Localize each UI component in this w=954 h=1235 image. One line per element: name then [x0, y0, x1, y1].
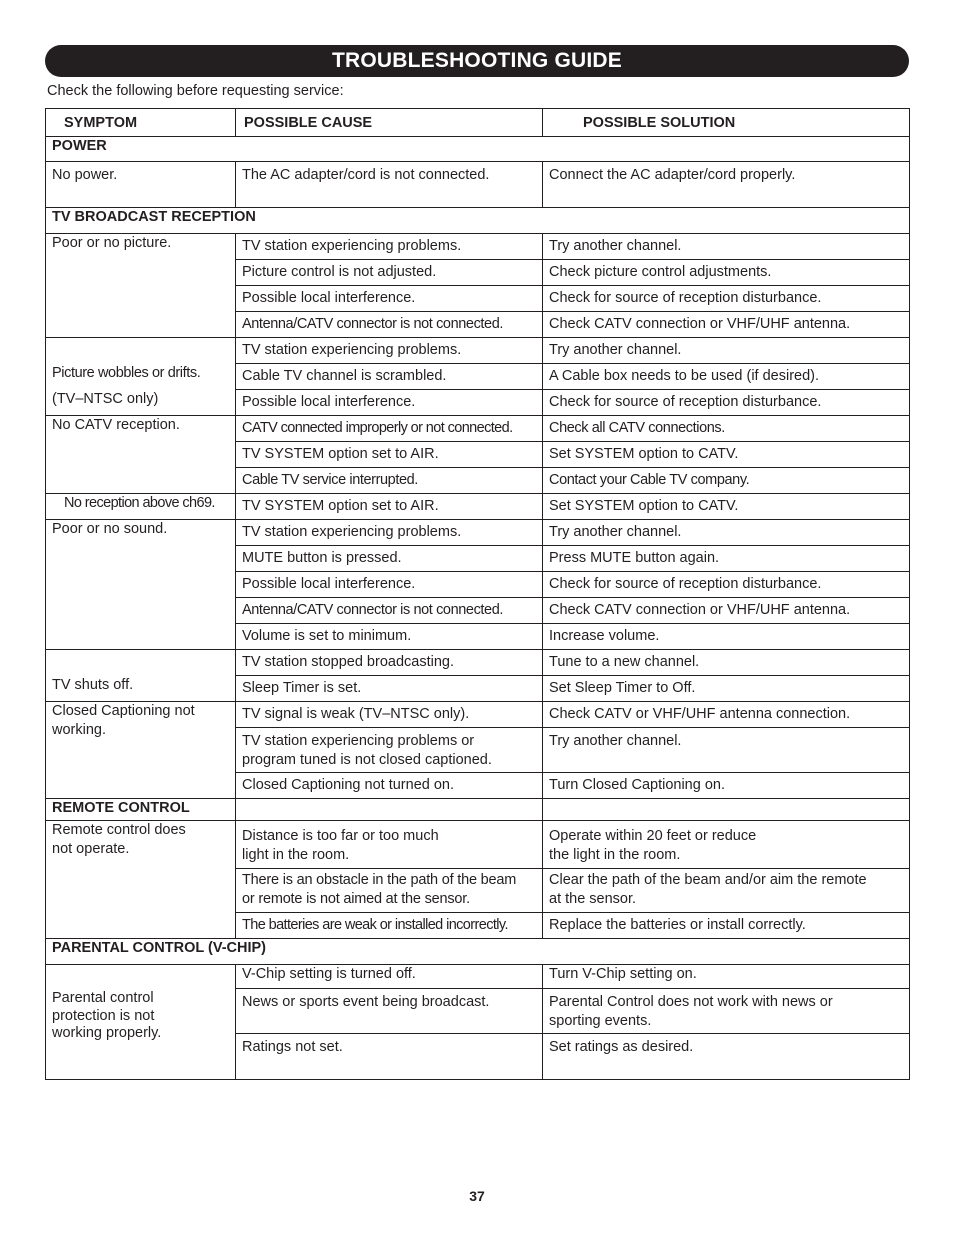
cause-cell: V-Chip setting is turned off. — [236, 965, 543, 989]
symptom-cell: Poor or no sound. — [46, 520, 236, 650]
cause-cell: TV station experiencing problems. — [236, 520, 543, 546]
symptom-line: Remote control does — [52, 822, 186, 838]
solution-cell: Check for source of reception disturbance. — [543, 390, 910, 416]
cause-cell: Possible local interference. — [236, 286, 543, 312]
cause-cell: News or sports event being broadcast. — [236, 989, 543, 1034]
symptom-line: Parental control — [52, 990, 154, 1006]
symptom-cell: No power. — [46, 162, 236, 208]
cause-cell: Ratings not set. — [236, 1034, 543, 1080]
cause-cell: MUTE button is pressed. — [236, 546, 543, 572]
section-tv-broadcast: TV BROADCAST RECEPTION — [46, 208, 910, 234]
intro-text: Check the following before requesting service: — [47, 83, 344, 99]
solution-cell: Check CATV connection or VHF/UHF antenna. — [543, 598, 910, 624]
table-row — [46, 364, 910, 390]
section-remote-control: REMOTE CONTROL — [46, 799, 236, 821]
solution-cell: Check for source of reception disturbance. — [543, 286, 910, 312]
solution-cell: Turn V-Chip setting on. — [543, 965, 910, 989]
solution-cell: Check for source of reception disturbance. — [543, 572, 910, 598]
cause-cell — [236, 869, 543, 913]
solution-cell: Check CATV connection or VHF/UHF antenna. — [543, 312, 910, 338]
symptom-line: Closed Captioning not — [52, 703, 195, 719]
solution-cell: Turn Closed Captioning on. — [543, 773, 910, 799]
cause-cell — [236, 821, 543, 869]
header-symptom: SYMPTOM — [46, 109, 236, 137]
symptom-cell — [46, 965, 236, 1080]
cause-cell: Picture control is not adjusted. — [236, 260, 543, 286]
solution-cell: Check CATV or VHF/UHF antenna connection. — [543, 702, 910, 728]
section-row-power — [46, 137, 910, 162]
symptom-cell — [46, 650, 236, 676]
solution-cell: Increase volume. — [543, 624, 910, 650]
solution-cell: Try another channel. — [543, 234, 910, 260]
cause-line: TV station experiencing problems or — [242, 733, 475, 749]
cause-cell: Volume is set to minimum. — [236, 624, 543, 650]
table-row — [46, 520, 910, 546]
symptom-line: protection is not — [52, 1008, 155, 1024]
cause-line: There is an obstacle in the path of the beam — [242, 872, 517, 888]
symptom-cell: (TV–NTSC only) — [46, 390, 236, 416]
cause-line: program tuned is not closed captioned. — [242, 752, 492, 768]
cause-cell: TV station stopped broadcasting. — [236, 650, 543, 676]
cause-cell: Antenna/CATV connector is not connected. — [236, 312, 543, 338]
symptom-line: not operate. — [52, 841, 130, 857]
page-title: TROUBLESHOOTING GUIDE — [45, 45, 909, 77]
table-row — [46, 416, 910, 442]
solution-line: Operate within 20 feet or reduce — [549, 828, 757, 844]
symptom-cell: TV shuts off. — [46, 676, 236, 702]
solution-cell: Try another channel. — [543, 338, 910, 364]
symptom-cell: No reception above ch69. — [46, 494, 236, 520]
header-solution: POSSIBLE SOLUTION — [543, 109, 910, 137]
section-row-tv — [46, 208, 910, 234]
solution-cell: Tune to a new channel. — [543, 650, 910, 676]
header-row — [46, 109, 910, 137]
solution-cell: A Cable box needs to be used (if desired). — [543, 364, 910, 390]
solution-cell: Connect the AC adapter/cord properly. — [543, 162, 910, 208]
cause-cell: TV SYSTEM option set to AIR. — [236, 442, 543, 468]
table-row — [46, 234, 910, 260]
solution-cell: Check all CATV connections. — [543, 416, 910, 442]
solution-cell: Set SYSTEM option to CATV. — [543, 494, 910, 520]
solution-cell: Replace the batteries or install correctly. — [543, 913, 910, 939]
solution-line: the light in the room. — [549, 847, 681, 863]
table-row — [46, 494, 910, 520]
symptom-line: working. — [52, 722, 106, 738]
solution-cell — [543, 989, 910, 1034]
troubleshooting-table — [45, 108, 910, 1080]
solution-line: Parental Control does not work with news or — [549, 994, 833, 1010]
solution-cell — [543, 821, 910, 869]
symptom-cell: Poor or no picture. — [46, 234, 236, 338]
table-row — [46, 390, 910, 416]
symptom-cell — [46, 821, 236, 939]
solution-cell: Set ratings as desired. — [543, 1034, 910, 1080]
cause-cell: TV signal is weak (TV–NTSC only). — [236, 702, 543, 728]
table-row — [46, 650, 910, 676]
solution-line: Clear the path of the beam and/or aim the remote — [549, 872, 867, 888]
cause-cell — [236, 728, 543, 773]
cause-cell: Possible local interference. — [236, 390, 543, 416]
cause-line: Distance is too far or too much — [242, 828, 439, 844]
table-row — [46, 702, 910, 728]
cause-cell: Antenna/CATV connector is not connected. — [236, 598, 543, 624]
symptom-cell: Picture wobbles or drifts. — [46, 364, 236, 390]
table-row — [46, 821, 910, 869]
symptom-cell: No CATV reception. — [46, 416, 236, 494]
cause-line: or remote is not aimed at the sensor. — [242, 891, 470, 907]
cause-cell: Possible local interference. — [236, 572, 543, 598]
solution-cell: Set Sleep Timer to Off. — [543, 676, 910, 702]
table-row — [46, 965, 910, 989]
cause-cell: TV station experiencing problems. — [236, 338, 543, 364]
section-parental-control: PARENTAL CONTROL (V-CHIP) — [46, 939, 910, 965]
symptom-line: working properly. — [52, 1025, 162, 1041]
solution-line: sporting events. — [549, 1013, 652, 1029]
section-row-remote — [46, 799, 910, 821]
solution-cell: Press MUTE button again. — [543, 546, 910, 572]
page-number: 37 — [469, 1188, 485, 1204]
cause-cell: Cable TV channel is scrambled. — [236, 364, 543, 390]
symptom-cell — [46, 702, 236, 799]
cause-cell: TV SYSTEM option set to AIR. — [236, 494, 543, 520]
solution-cell: Set SYSTEM option to CATV. — [543, 442, 910, 468]
solution-cell: Contact your Cable TV company. — [543, 468, 910, 494]
cause-cell: Cable TV service interrupted. — [236, 468, 543, 494]
cause-cell: TV station experiencing problems. — [236, 234, 543, 260]
solution-cell: Try another channel. — [543, 520, 910, 546]
cause-cell: CATV connected improperly or not connected. — [236, 416, 543, 442]
empty-cell — [236, 799, 543, 821]
section-power: POWER — [46, 137, 910, 162]
table-row — [46, 676, 910, 702]
header-cause: POSSIBLE CAUSE — [236, 109, 543, 137]
table-row — [46, 162, 910, 208]
table-row — [46, 338, 910, 364]
cause-line: light in the room. — [242, 847, 350, 863]
symptom-cell — [46, 338, 236, 364]
solution-cell — [543, 869, 910, 913]
solution-cell: Try another channel. — [543, 728, 910, 773]
cause-cell: The AC adapter/cord is not connected. — [236, 162, 543, 208]
solution-cell: Check picture control adjustments. — [543, 260, 910, 286]
section-row-parental — [46, 939, 910, 965]
empty-cell — [543, 799, 910, 821]
cause-cell: Closed Captioning not turned on. — [236, 773, 543, 799]
cause-cell: Sleep Timer is set. — [236, 676, 543, 702]
solution-line: at the sensor. — [549, 891, 637, 907]
cause-cell: The batteries are weak or installed incorrectly. — [236, 913, 543, 939]
